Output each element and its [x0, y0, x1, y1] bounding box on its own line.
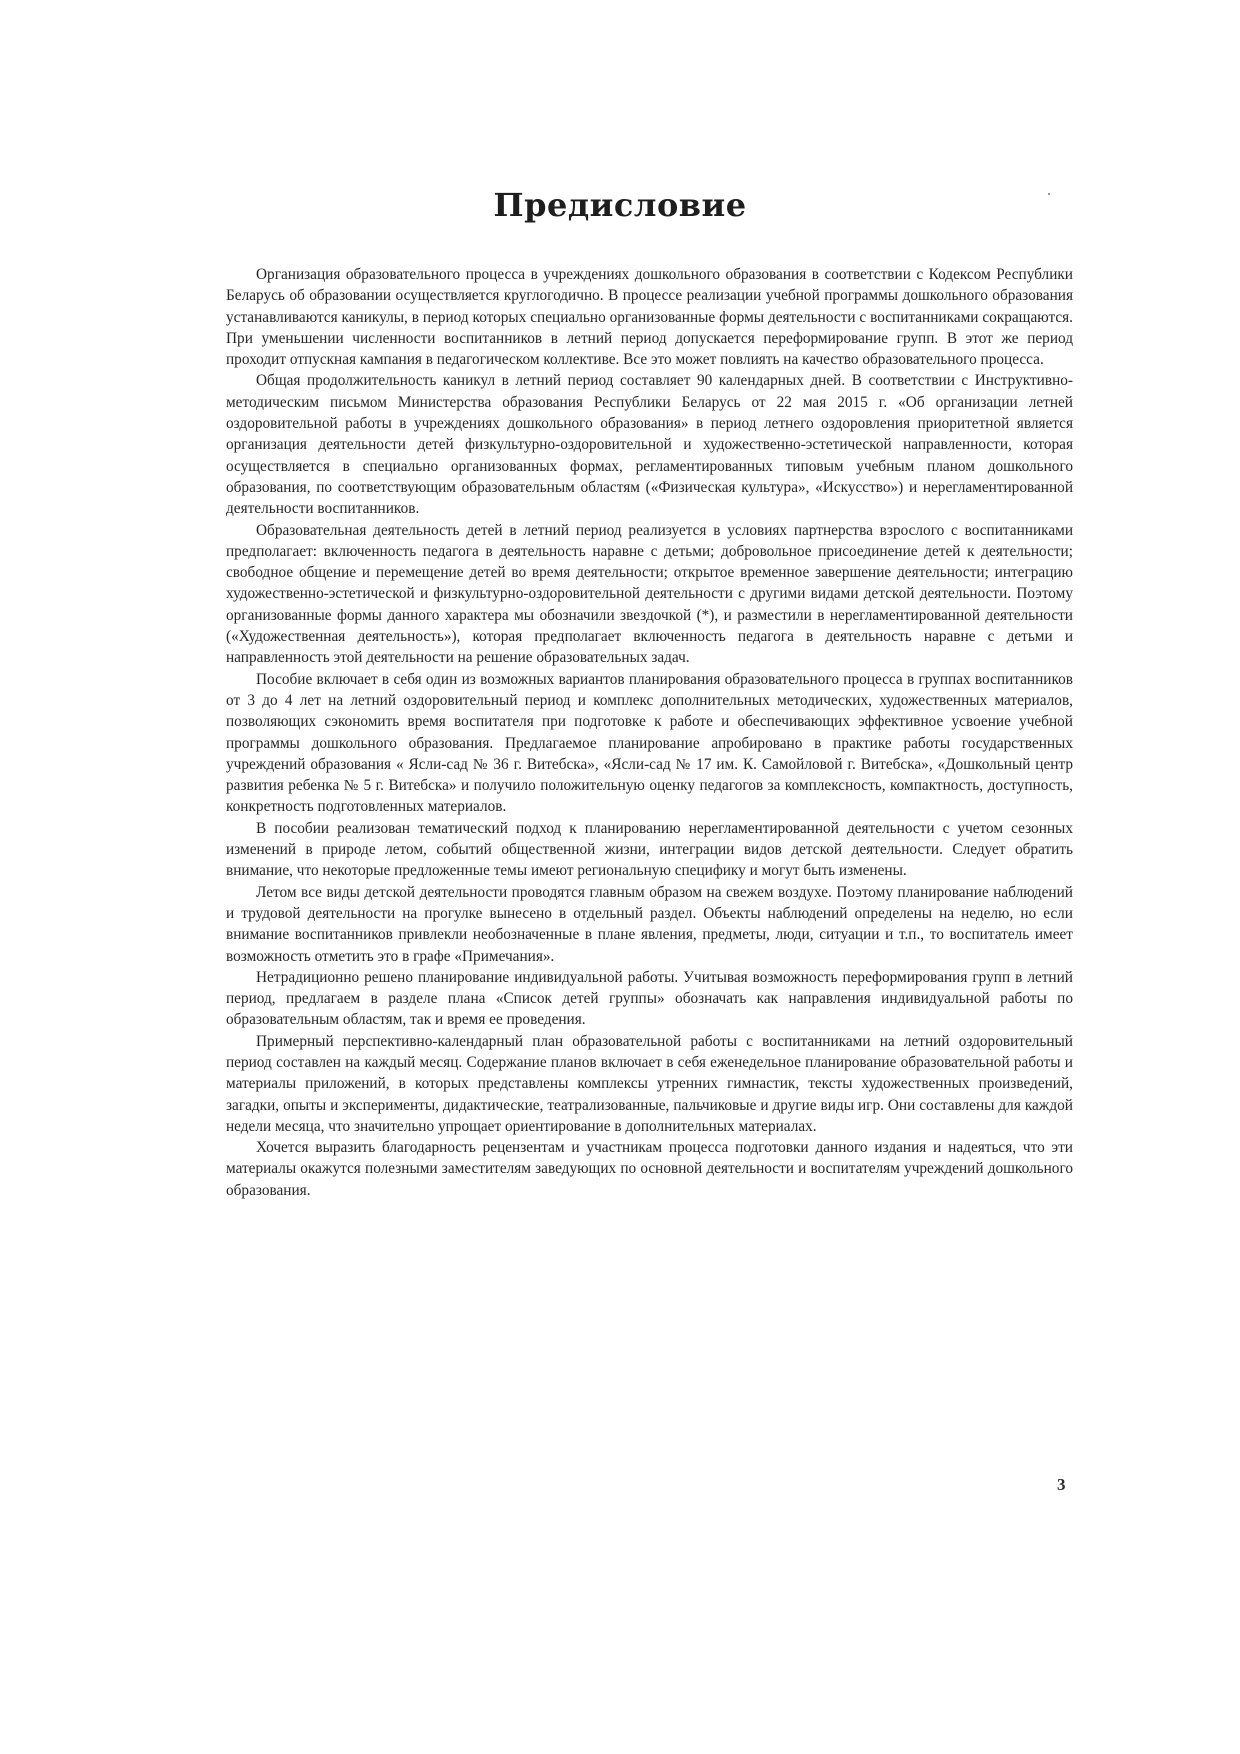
- paragraph-2: Общая продолжительность каникул в летний период составляет 90 календарных дней. В соответствии с Инструктивно-методическим письмом Министерства образования Республики Беларусь от 22 мая 2015 г. «Об организации летней оздоровительной работы в учреждениях дошкольного образования» в период летнего оздоровления приоритетной является организация деятельности детей физкультурно-оздоровительной и художественно-эстетической направленности, которая осуществляется в специально организованных формах, регламентированных типовым учебным планом дошкольного образования, по соответствующим образовательным областям («Физическая культура», «Искусство») и нерегламентированной деятельности воспитанников.: [226, 372, 1073, 518]
- preface-body: [226, 264, 1073, 1201]
- page-title: Предисловие: [493, 186, 747, 224]
- page-number: 3: [1057, 1475, 1066, 1494]
- paragraph-6: Летом все виды детской деятельности проводятся главным образом на свежем воздухе. Поэтому планирование наблюдений и трудовой деятельности на прогулке вынесено в отдельный раздел. Объекты наблюдений определены на неделю, но если внимание воспитанников привлекли необозначенные в плане явления, предметы, люди, ситуации и т.п., то воспитатель имеет возможность отметить это в графе «Примечания».: [226, 883, 1073, 965]
- paragraph-1: Организация образовательного процесса в учреждениях дошкольного образования в соответствии с Кодексом Республики Беларусь об образовании осуществляется круглогодично. В процессе реализации учебной программы дошкольного образования устанавливаются каникулы, в период которых специально организованные формы деятельности с воспитанниками сокращаются. При уменьшении численности воспитанников в летний период допускается переформирование групп. В этот же период проходит отпускная кампания в педагогическом коллективе. Все это может повлиять на качество образовательного процесса.: [226, 266, 1073, 369]
- paragraph-7: Нетрадиционно решено планирование индивидуальной работы. Учитывая возможность переформирования групп в летний период, предлагаем в разделе плана «Список детей группы» обозначать как направления индивидуальной работы по образовательным областям, так и время ее проведения.: [226, 968, 1073, 1029]
- paragraph-9: Хочется выразить благодарность рецензентам и участникам процесса подготовки данного издания и надеяться, что эти материалы окажутся полезными заместителям заведующих по основной деятельности и воспитателям учреждений дошкольного образования.: [226, 1139, 1073, 1199]
- paragraph-8: Примерный перспективно-календарный план образовательной работы с воспитанниками на летний оздоровительный период составлен на каждый месяц. Содержание планов включает в себя еженедельное планирование образовательной работы и материалы приложений, в которых представлены комплексы утренних гимнастик, тексты художественных произведений, загадки, опыты и эксперименты, дидактические, театрализованные, пальчиковые и другие виды игр. Они составлены для каждой недели месяца, что значительно упрощает ориентирование в дополнительных материалах.: [226, 1032, 1073, 1135]
- paragraph-3: Образовательная деятельность детей в летний период реализуется в условиях партнерства взрослого с воспитанниками предполагает: включенность педагога в деятельность наравне с детьми; добровольное присоединение детей к деятельности; свободное общение и перемещение детей во время деятельности; открытое временное завершение деятельности; интеграцию художественно-эстетической и физкультурно-оздоровительной деятельности с другими видами детской деятельности. Поэтому организованные формы данного характера мы обозначили звездочкой (*), и разместили в нерегламентированной деятельности («Художественная деятельность»), которая предполагает включенность педагога в деятельность наравне с детьми и направленность этой деятельности на решение образовательных задач.: [226, 521, 1073, 667]
- paragraph-4: Пособие включает в себя один из возможных вариантов планирования образовательного процесса в группах воспитанников от 3 до 4 лет на летний оздоровительный период и комплекс дополнительных методических, художественных материалов, позволяющих сэкономить время воспитателя при подготовке к работе и обеспечивающих эффективное усвоение учебной программы дошкольного образования. Предлагаемое планирование апробировано в практике работы государственных учреждений образования « Ясли-сад № 36 г. Витебска», «Ясли-сад № 17 им. К. Самойловой г. Витебска», «Дошкольный центр развития ребенка № 5 г. Витебска» и получило положительную оценку педагогов за комплексность, компактность, доступность, конкретность подготовленных материалов.: [226, 670, 1073, 816]
- paragraph-5: В пособии реализован тематический подход к планированию нерегламентированной деятельности с учетом сезонных изменений в природе летом, событий общественной жизни, интеграции видов детской деятельности. Следует обратить внимание, что некоторые предложенные темы имеют региональную специфику и могут быть изменены.: [226, 819, 1073, 880]
